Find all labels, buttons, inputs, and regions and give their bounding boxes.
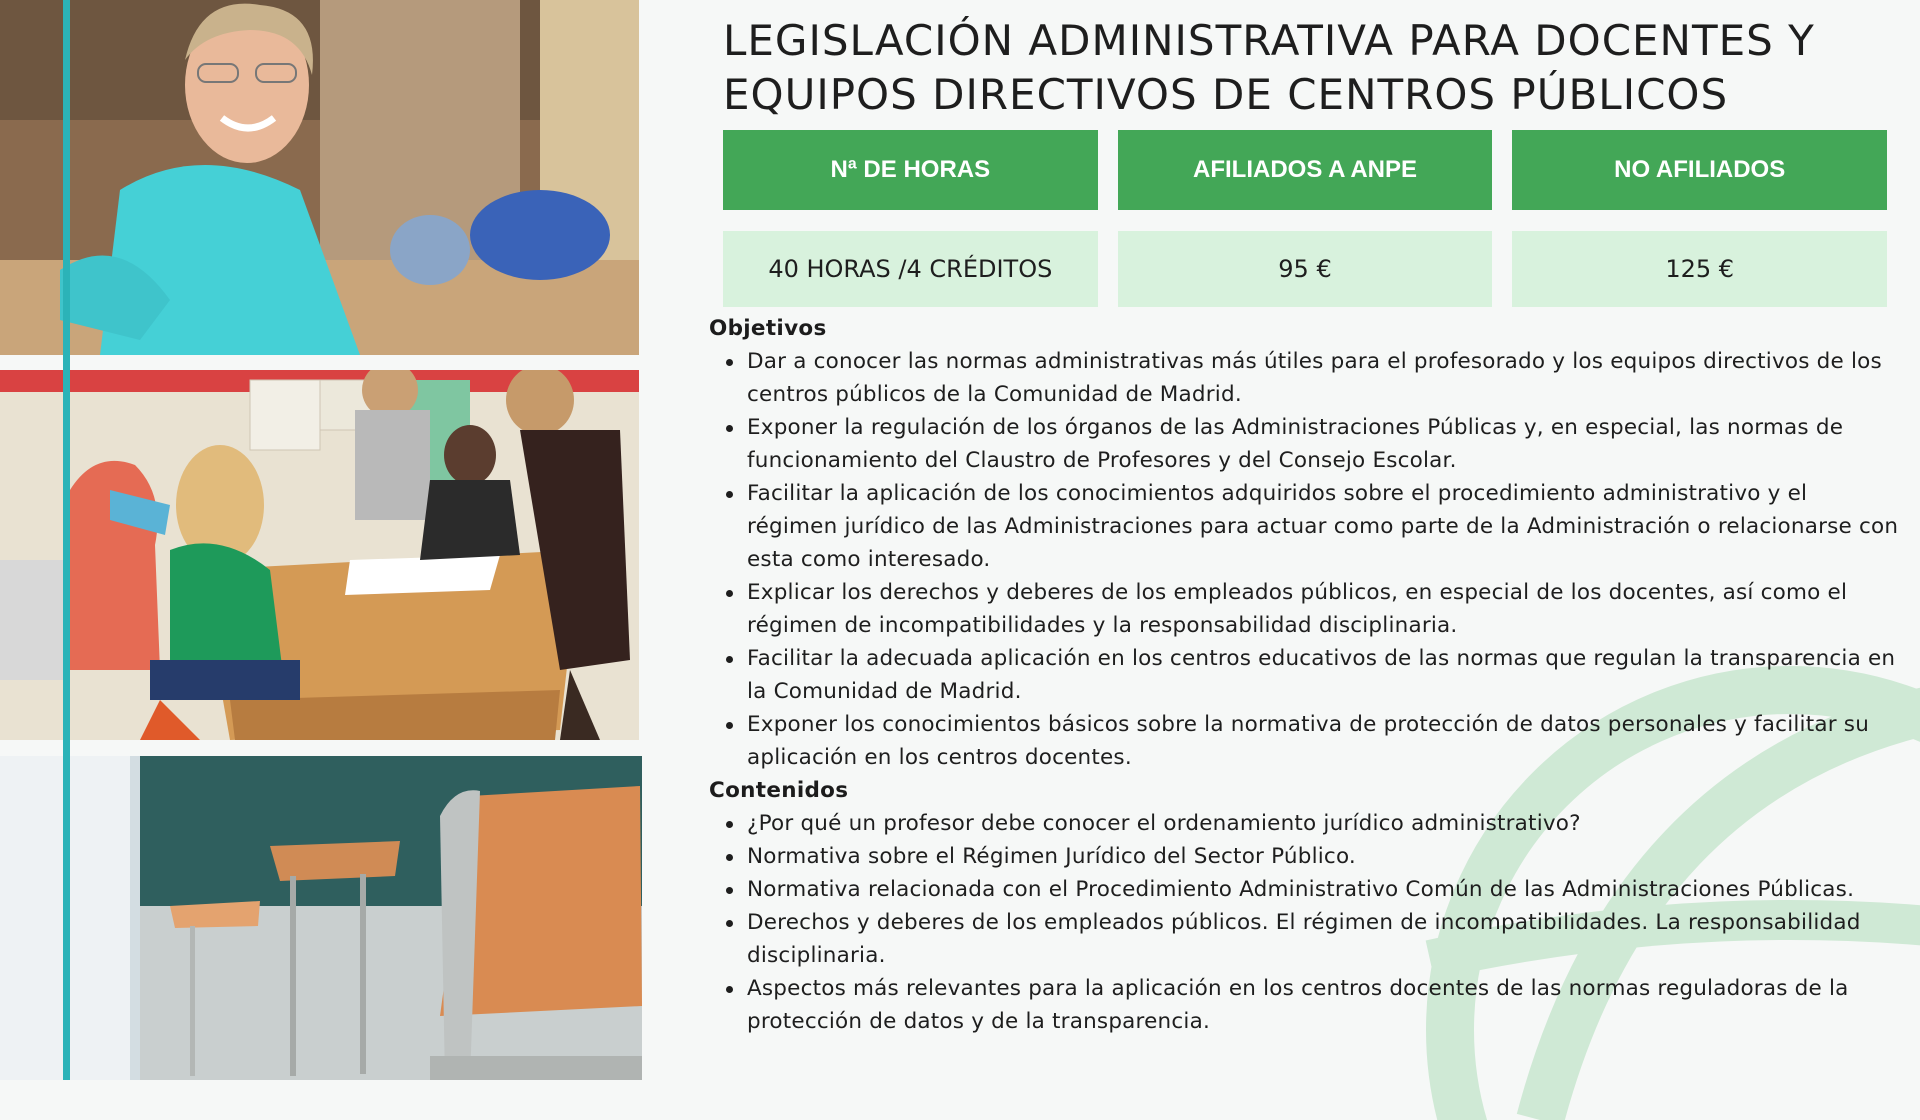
header-hours: Nª DE HORAS — [723, 130, 1098, 210]
empty-classroom-chairs-photo — [0, 756, 642, 1080]
contenidos-heading: Contenidos — [709, 778, 849, 803]
list-item: Facilitar la aplicación de los conocimientos adquiridos sobre el procedimiento administrativo y el régimen jurídico de las Administraciones para actuar como parte de la Administración o relacionarse con esta como interesado. — [747, 477, 1899, 576]
list-item: Explicar los derechos y deberes de los empleados públicos, en especial de los docentes, así como el régimen de incompatibilidades y la responsabilidad disciplinaria. — [747, 576, 1899, 642]
course-details — [709, 312, 1899, 1038]
course-title: LEGISLACIÓN ADMINISTRATIVA PARA DOCENTES Y EQUIPOS DIRECTIVOS DE CENTROS PÚBLICOS — [723, 16, 1815, 119]
table-header-row — [723, 130, 1887, 210]
table-value-row — [723, 231, 1887, 307]
list-item: Exponer la regulación de los órganos de las Administraciones Públicas y, en especial, las normas de funcionamiento del Claustro de Profesores y del Consejo Escolar. — [747, 411, 1899, 477]
classroom-desk-photo — [0, 370, 639, 740]
header-affiliates: AFILIADOS A ANPE — [1118, 130, 1493, 210]
list-item: Normativa sobre el Régimen Jurídico del Sector Público. — [747, 840, 1899, 873]
list-item: Normativa relacionada con el Procedimiento Administrativo Común de las Administraciones Públicas. — [747, 873, 1899, 906]
teacher-portrait-photo — [0, 0, 639, 355]
photo-column — [0, 0, 645, 1080]
value-hours: 40 HORAS /4 CRÉDITOS — [723, 231, 1098, 307]
objetivos-list — [709, 345, 1899, 774]
course-info-table — [723, 130, 1887, 307]
list-item: Facilitar la adecuada aplicación en los centros educativos de las normas que regulan la transparencia en la Comunidad de Madrid. — [747, 642, 1899, 708]
value-affiliates-price: 95 € — [1118, 231, 1493, 307]
list-item: Dar a conocer las normas administrativas más útiles para el profesorado y los equipos directivos de los centros públicos de la Comunidad de Madrid. — [747, 345, 1899, 411]
value-non-affiliates-price: 125 € — [1512, 231, 1887, 307]
teal-accent-line — [63, 0, 70, 1080]
list-item: Aspectos más relevantes para la aplicación en los centros docentes de las normas reguladoras de la protección de datos y de la transparencia. — [747, 972, 1899, 1038]
objetivos-heading: Objetivos — [709, 316, 827, 341]
list-item: ¿Por qué un profesor debe conocer el ordenamiento jurídico administrativo? — [747, 807, 1899, 840]
header-non-affiliates: NO AFILIADOS — [1512, 130, 1887, 210]
contenidos-list — [709, 807, 1899, 1038]
list-item: Derechos y deberes de los empleados públicos. El régimen de incompatibilidades. La responsabilidad disciplinaria. — [747, 906, 1899, 972]
list-item: Exponer los conocimientos básicos sobre la normativa de protección de datos personales y facilitar su aplicación en los centros docentes. — [747, 708, 1899, 774]
